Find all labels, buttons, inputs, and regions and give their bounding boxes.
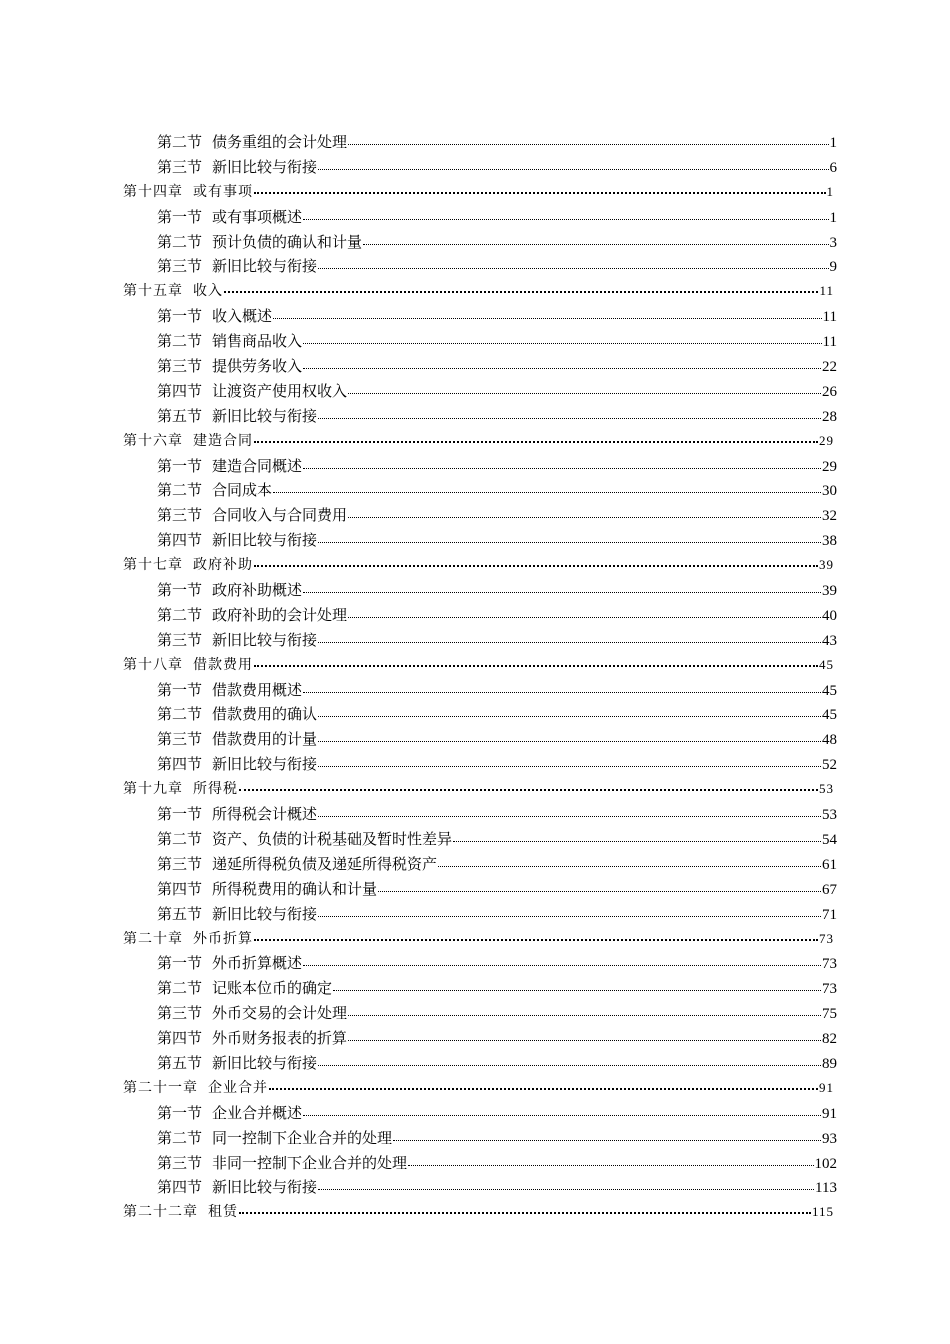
toc-section-entry[interactable] bbox=[0, 1126, 837, 1151]
dot-leader bbox=[318, 715, 821, 717]
toc-section-entry[interactable] bbox=[0, 1151, 837, 1176]
page-number: 45 bbox=[822, 707, 837, 724]
toc-entry-label bbox=[157, 379, 347, 404]
section-title: 或有事项概述 bbox=[212, 207, 303, 226]
toc-entry-label bbox=[157, 877, 377, 902]
section-number: 第二节 bbox=[157, 979, 203, 998]
toc-entry-label bbox=[157, 1101, 302, 1126]
toc-entry-label bbox=[123, 1076, 268, 1101]
toc-section-entry[interactable] bbox=[0, 1101, 837, 1126]
dot-leader bbox=[453, 840, 821, 842]
chapter-number: 第十六章 bbox=[123, 432, 183, 449]
toc-entry-label bbox=[157, 254, 317, 279]
toc-section-entry[interactable] bbox=[0, 827, 837, 852]
dot-leader bbox=[348, 1014, 821, 1016]
toc-entry-label bbox=[157, 230, 362, 255]
section-title: 借款费用的确认 bbox=[212, 705, 318, 724]
toc-entry-label bbox=[157, 454, 302, 479]
page-number: 102 bbox=[814, 1155, 837, 1172]
section-title: 借款费用的计量 bbox=[212, 730, 318, 749]
chapter-number: 第二十二章 bbox=[123, 1204, 198, 1221]
section-title: 合同成本 bbox=[212, 481, 273, 500]
toc-chapter-entry[interactable] bbox=[0, 1076, 834, 1101]
section-title: 新旧比较与衔接 bbox=[212, 1053, 318, 1072]
dot-leader bbox=[348, 516, 821, 518]
section-number: 第三节 bbox=[157, 157, 203, 176]
section-number: 第二节 bbox=[157, 481, 203, 500]
dot-leader bbox=[239, 788, 818, 791]
chapter-title: 或有事项 bbox=[193, 183, 253, 200]
toc-entry-label bbox=[123, 553, 253, 578]
chapter-number: 第十八章 bbox=[123, 656, 183, 673]
toc-chapter-entry[interactable] bbox=[0, 653, 834, 678]
dot-leader bbox=[318, 267, 828, 269]
section-number: 第三节 bbox=[157, 1153, 203, 1172]
toc-chapter-entry[interactable] bbox=[0, 927, 834, 952]
toc-entry-label bbox=[157, 976, 332, 1001]
section-title: 销售商品收入 bbox=[212, 332, 303, 351]
dot-leader bbox=[348, 1039, 821, 1041]
dot-leader bbox=[438, 865, 821, 867]
dot-leader bbox=[303, 964, 821, 966]
toc-entry-label bbox=[157, 354, 302, 379]
section-number: 第五节 bbox=[157, 1053, 203, 1072]
section-number: 第三节 bbox=[157, 506, 203, 525]
toc-section-entry[interactable] bbox=[0, 354, 837, 379]
section-title: 记账本位币的确定 bbox=[212, 979, 333, 998]
section-number: 第五节 bbox=[157, 904, 203, 923]
toc-entry-label bbox=[157, 578, 302, 603]
section-title: 递延所得税负债及递延所得税资产 bbox=[212, 854, 438, 873]
page-number: 82 bbox=[822, 1031, 837, 1048]
dot-leader bbox=[254, 664, 818, 667]
page-number: 26 bbox=[822, 383, 837, 400]
section-title: 同一控制下企业合并的处理 bbox=[212, 1128, 393, 1147]
chapter-title: 外币折算 bbox=[193, 930, 253, 947]
page-number: 30 bbox=[822, 483, 837, 500]
page-number: 11 bbox=[822, 309, 837, 326]
dot-leader bbox=[303, 342, 822, 344]
section-number: 第二节 bbox=[157, 605, 203, 624]
dot-leader bbox=[269, 1087, 818, 1090]
toc-entry-label bbox=[157, 603, 347, 628]
toc-section-entry[interactable] bbox=[0, 454, 837, 479]
toc-section-entry[interactable] bbox=[0, 951, 837, 976]
table-of-contents bbox=[0, 130, 950, 1225]
section-number: 第一节 bbox=[157, 805, 203, 824]
section-number: 第一节 bbox=[157, 207, 203, 226]
toc-entry-label bbox=[157, 1026, 347, 1051]
page-number: 1 bbox=[826, 183, 834, 199]
page-number: 91 bbox=[819, 1079, 834, 1095]
toc-entry-label bbox=[157, 951, 302, 976]
toc-chapter-entry[interactable] bbox=[0, 279, 834, 304]
dot-leader bbox=[254, 564, 818, 567]
page-number: 53 bbox=[822, 807, 837, 824]
section-title: 新旧比较与衔接 bbox=[212, 755, 318, 774]
toc-section-entry[interactable] bbox=[0, 1026, 837, 1051]
dot-leader bbox=[254, 938, 818, 941]
dot-leader bbox=[303, 367, 821, 369]
section-number: 第一节 bbox=[157, 954, 203, 973]
page-number: 73 bbox=[819, 930, 834, 946]
page-number: 3 bbox=[829, 234, 837, 251]
toc-entry-label bbox=[157, 1001, 347, 1026]
chapter-title: 企业合并 bbox=[208, 1079, 268, 1096]
dot-leader bbox=[254, 440, 818, 443]
dot-leader bbox=[393, 1139, 821, 1141]
toc-entry-label bbox=[157, 852, 437, 877]
page-number: 73 bbox=[822, 981, 837, 998]
toc-entry-label bbox=[123, 777, 238, 802]
section-title: 新旧比较与衔接 bbox=[212, 406, 318, 425]
section-title: 所得税费用的确认和计量 bbox=[212, 879, 378, 898]
toc-entry-label bbox=[123, 927, 253, 952]
section-title: 合同收入与合同费用 bbox=[212, 506, 348, 525]
page-number: 39 bbox=[822, 583, 837, 600]
toc-chapter-entry[interactable] bbox=[0, 429, 834, 454]
dot-leader bbox=[239, 1211, 811, 1214]
section-title: 新旧比较与衔接 bbox=[212, 630, 318, 649]
toc-entry-label bbox=[157, 628, 317, 653]
dot-leader bbox=[303, 467, 821, 469]
page-number: 54 bbox=[822, 831, 837, 848]
toc-entry-label bbox=[157, 304, 272, 329]
dot-leader bbox=[318, 815, 821, 817]
toc-section-entry[interactable] bbox=[0, 752, 837, 777]
toc-section-entry[interactable] bbox=[0, 877, 837, 902]
toc-section-entry[interactable] bbox=[0, 155, 837, 180]
toc-section-entry[interactable] bbox=[0, 1051, 837, 1076]
toc-entry-label bbox=[157, 1151, 407, 1176]
section-title: 非同一控制下企业合并的处理 bbox=[212, 1153, 408, 1172]
section-title: 建造合同概述 bbox=[212, 456, 303, 475]
section-number: 第三节 bbox=[157, 357, 203, 376]
toc-chapter-entry[interactable] bbox=[0, 777, 834, 802]
section-title: 外币财务报表的折算 bbox=[212, 1029, 348, 1048]
toc-section-entry[interactable] bbox=[0, 230, 837, 255]
toc-chapter-entry[interactable] bbox=[0, 180, 834, 205]
chapter-title: 建造合同 bbox=[193, 432, 253, 449]
section-number: 第五节 bbox=[157, 406, 203, 425]
page-number: 45 bbox=[822, 682, 837, 699]
dot-leader bbox=[318, 915, 821, 917]
page-number: 73 bbox=[822, 956, 837, 973]
toc-section-entry[interactable] bbox=[0, 379, 837, 404]
chapter-title: 所得税 bbox=[193, 781, 238, 798]
toc-entry-label bbox=[157, 902, 317, 927]
section-number: 第三节 bbox=[157, 730, 203, 749]
page-number: 32 bbox=[822, 508, 837, 525]
dot-leader bbox=[273, 491, 821, 493]
dot-leader bbox=[273, 317, 822, 319]
dot-leader bbox=[333, 989, 821, 991]
chapter-number: 第十五章 bbox=[123, 283, 183, 300]
toc-section-entry[interactable] bbox=[0, 404, 837, 429]
dot-leader bbox=[363, 243, 828, 245]
chapter-number: 第二十一章 bbox=[123, 1079, 198, 1096]
toc-section-entry[interactable] bbox=[0, 528, 837, 553]
toc-section-entry[interactable] bbox=[0, 628, 837, 653]
section-number: 第一节 bbox=[157, 1103, 203, 1122]
toc-entry-label bbox=[157, 702, 317, 727]
toc-entry-label bbox=[123, 1200, 238, 1225]
section-number: 第二节 bbox=[157, 232, 203, 251]
page-number: 6 bbox=[829, 159, 837, 176]
section-title: 债务重组的会计处理 bbox=[212, 133, 348, 151]
toc-section-entry[interactable] bbox=[0, 478, 837, 503]
dot-leader bbox=[318, 417, 821, 419]
dot-leader bbox=[318, 641, 821, 643]
toc-section-entry[interactable] bbox=[0, 702, 837, 727]
toc-section-entry[interactable] bbox=[0, 578, 837, 603]
toc-entry-label bbox=[157, 404, 317, 429]
section-title: 外币折算概述 bbox=[212, 954, 303, 973]
section-number: 第三节 bbox=[157, 1004, 203, 1023]
toc-section-entry[interactable] bbox=[0, 205, 837, 230]
section-number: 第三节 bbox=[157, 854, 203, 873]
page-number: 43 bbox=[822, 632, 837, 649]
page-number: 61 bbox=[822, 856, 837, 873]
section-number: 第四节 bbox=[157, 531, 203, 550]
toc-entry-label bbox=[157, 678, 302, 703]
section-title: 企业合并概述 bbox=[212, 1103, 303, 1122]
page-number: 71 bbox=[822, 906, 837, 923]
chapter-number: 第十四章 bbox=[123, 183, 183, 200]
page-number: 93 bbox=[822, 1130, 837, 1147]
section-title: 资产、负债的计税基础及暂时性差异 bbox=[212, 829, 453, 848]
page-number: 28 bbox=[822, 408, 837, 425]
page-number: 29 bbox=[822, 458, 837, 475]
dot-leader bbox=[348, 392, 821, 394]
page-number: 67 bbox=[822, 881, 837, 898]
section-number: 第二节 bbox=[157, 705, 203, 724]
dot-leader bbox=[318, 541, 821, 543]
page-number: 1 bbox=[829, 209, 837, 226]
section-title: 新旧比较与衔接 bbox=[212, 904, 318, 923]
section-title: 借款费用概述 bbox=[212, 680, 303, 699]
page-number: 115 bbox=[811, 1204, 834, 1220]
toc-entry-label bbox=[157, 752, 317, 777]
section-number: 第一节 bbox=[157, 680, 203, 699]
toc-entry-label bbox=[157, 1175, 317, 1200]
section-number: 第四节 bbox=[157, 1178, 203, 1197]
page-number: 29 bbox=[819, 432, 834, 448]
section-title: 新旧比较与衔接 bbox=[212, 257, 318, 276]
toc-chapter-entry[interactable] bbox=[0, 1200, 834, 1225]
dot-leader bbox=[254, 191, 826, 194]
section-number: 第二节 bbox=[157, 1128, 203, 1147]
toc-section-entry[interactable] bbox=[0, 902, 837, 927]
chapter-title: 收入 bbox=[193, 283, 223, 300]
section-number: 第一节 bbox=[157, 307, 203, 326]
toc-entry-label bbox=[123, 653, 253, 678]
section-number: 第四节 bbox=[157, 381, 203, 400]
chapter-number: 第二十章 bbox=[123, 930, 183, 947]
page-number: 38 bbox=[822, 533, 837, 550]
page-number: 53 bbox=[819, 781, 834, 797]
page-number: 91 bbox=[822, 1105, 837, 1122]
toc-entry-label bbox=[157, 130, 347, 155]
toc-entry-label bbox=[157, 205, 302, 230]
section-title: 新旧比较与衔接 bbox=[212, 1178, 318, 1197]
toc-section-entry[interactable] bbox=[0, 329, 837, 354]
toc-entry-label bbox=[157, 528, 317, 553]
dot-leader bbox=[318, 1064, 821, 1066]
toc-entry-label bbox=[157, 727, 317, 752]
dot-leader bbox=[303, 1114, 821, 1116]
chapter-number: 第十七章 bbox=[123, 557, 183, 574]
toc-section-entry[interactable] bbox=[0, 254, 837, 279]
section-number: 第四节 bbox=[157, 1029, 203, 1048]
toc-section-entry[interactable] bbox=[0, 304, 837, 329]
chapter-title: 借款费用 bbox=[193, 656, 253, 673]
toc-section-entry[interactable] bbox=[0, 678, 837, 703]
dot-leader bbox=[303, 691, 821, 693]
toc-section-entry[interactable] bbox=[0, 852, 837, 877]
dot-leader bbox=[303, 591, 821, 593]
page-number: 113 bbox=[815, 1180, 837, 1197]
dot-leader bbox=[318, 765, 821, 767]
section-number: 第三节 bbox=[157, 257, 203, 276]
section-title: 外币交易的会计处理 bbox=[212, 1004, 348, 1023]
toc-entry-label bbox=[157, 1126, 392, 1151]
section-title: 政府补助的会计处理 bbox=[212, 605, 348, 624]
page-number: 89 bbox=[822, 1055, 837, 1072]
toc-entry-label bbox=[157, 329, 302, 354]
page-number: 11 bbox=[819, 283, 834, 299]
toc-entry-label bbox=[157, 503, 347, 528]
dot-leader bbox=[318, 168, 828, 170]
section-title: 新旧比较与衔接 bbox=[212, 531, 318, 550]
toc-entry-label bbox=[157, 155, 317, 180]
toc-entry-label bbox=[157, 1051, 317, 1076]
toc-section-entry[interactable] bbox=[0, 1001, 837, 1026]
toc-chapter-entry[interactable] bbox=[0, 553, 834, 578]
page-number: 9 bbox=[829, 259, 837, 276]
dot-leader bbox=[348, 616, 821, 618]
section-number: 第一节 bbox=[157, 456, 203, 475]
chapter-number: 第十九章 bbox=[123, 781, 183, 798]
page-number: 52 bbox=[822, 757, 837, 774]
section-number: 第二节 bbox=[157, 332, 203, 351]
page-number: 75 bbox=[822, 1006, 837, 1023]
chapter-title: 租赁 bbox=[208, 1204, 238, 1221]
dot-leader bbox=[224, 290, 818, 293]
toc-entry-label bbox=[123, 180, 253, 205]
section-number: 第三节 bbox=[157, 630, 203, 649]
page-number: 39 bbox=[819, 557, 834, 573]
section-title: 预计负债的确认和计量 bbox=[212, 232, 363, 251]
toc-entry-label bbox=[157, 827, 452, 852]
section-title: 让渡资产使用权收入 bbox=[212, 381, 348, 400]
dot-leader bbox=[318, 1188, 814, 1190]
page-number: 48 bbox=[822, 732, 837, 749]
toc-section-entry[interactable] bbox=[0, 727, 837, 752]
section-number: 第一节 bbox=[157, 581, 203, 600]
toc-section-entry[interactable] bbox=[0, 130, 837, 155]
dot-leader bbox=[348, 143, 828, 145]
section-title: 新旧比较与衔接 bbox=[212, 157, 318, 176]
page-number: 22 bbox=[822, 359, 837, 376]
dot-leader bbox=[318, 740, 821, 742]
toc-section-entry[interactable] bbox=[0, 802, 837, 827]
page-number: 45 bbox=[819, 656, 834, 672]
section-number: 第四节 bbox=[157, 879, 203, 898]
dot-leader bbox=[378, 890, 821, 892]
chapter-title: 政府补助 bbox=[193, 557, 253, 574]
toc-entry-label bbox=[157, 478, 272, 503]
section-title: 所得税会计概述 bbox=[212, 805, 318, 824]
toc-entry-label bbox=[157, 802, 317, 827]
page-number: 1 bbox=[829, 135, 837, 151]
section-number: 第二节 bbox=[157, 133, 203, 151]
toc-section-entry[interactable] bbox=[0, 503, 837, 528]
toc-section-entry[interactable] bbox=[0, 976, 837, 1001]
section-number: 第四节 bbox=[157, 755, 203, 774]
section-number: 第二节 bbox=[157, 829, 203, 848]
toc-entry-label bbox=[123, 279, 223, 304]
page-number: 40 bbox=[822, 607, 837, 624]
page-number: 11 bbox=[822, 334, 837, 351]
section-title: 政府补助概述 bbox=[212, 581, 303, 600]
section-title: 提供劳务收入 bbox=[212, 357, 303, 376]
dot-leader bbox=[303, 218, 828, 220]
section-title: 收入概述 bbox=[212, 307, 273, 326]
toc-section-entry[interactable] bbox=[0, 1175, 837, 1200]
toc-section-entry[interactable] bbox=[0, 603, 837, 628]
toc-entry-label bbox=[123, 429, 253, 454]
dot-leader bbox=[408, 1164, 813, 1166]
